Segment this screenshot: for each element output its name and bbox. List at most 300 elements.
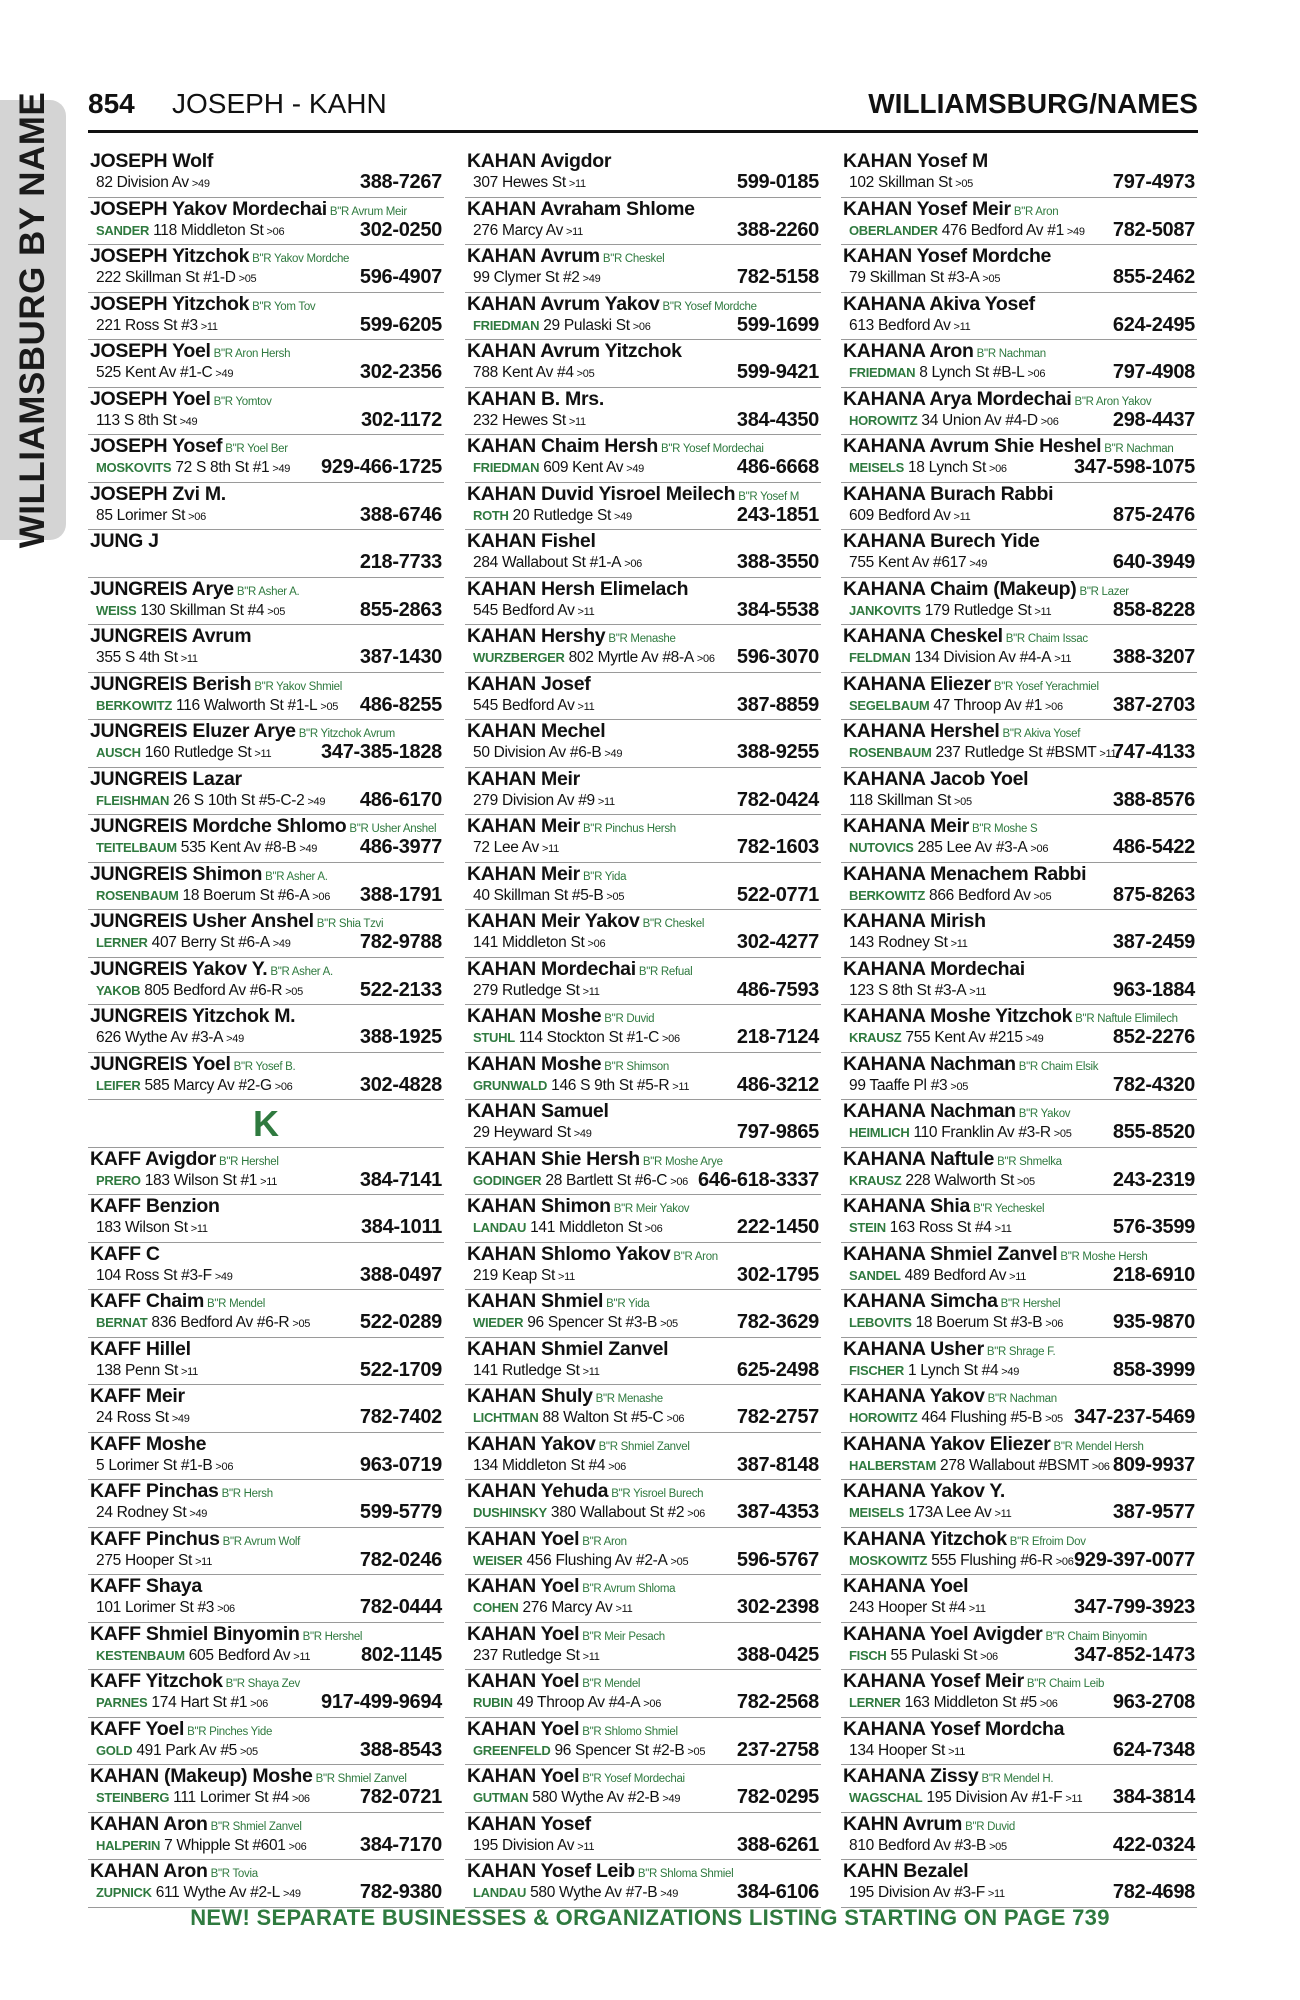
listing-entry: [465, 530, 821, 578]
entry-address-line: [96, 364, 233, 382]
entry-address-line: [473, 1694, 661, 1712]
entry-address-line: [473, 1077, 689, 1095]
entry-address-line: [849, 222, 1085, 240]
listing-entry: [841, 198, 1197, 246]
entry-name: KAHN Bezalel: [843, 1860, 969, 1882]
entry-address-line: [96, 1789, 310, 1807]
listing-entry: [88, 1053, 444, 1101]
entry-name: JOSEPH Yoel: [90, 340, 211, 362]
entry-spouse: PRERO: [96, 1172, 141, 1188]
entry-name: JUNGREIS Yakov Y.: [90, 957, 268, 980]
entry-name-line: [843, 388, 1197, 411]
entry-address-line: [849, 1599, 986, 1617]
entry-spouse: JANKOVITS: [849, 602, 921, 618]
entry-phone: 782-5087: [1112, 218, 1195, 241]
entry-name-line: [90, 1765, 444, 1788]
listing-entry: [841, 1290, 1197, 1338]
entry-zip: >05: [576, 368, 595, 380]
entry-parent: B"R Yisroel Burech: [611, 1488, 704, 1500]
entry-name-line: [90, 958, 444, 981]
listing-entry: [88, 720, 444, 768]
listing-entry: [841, 150, 1197, 198]
entry-name: JUNGREIS Lazar: [90, 767, 242, 790]
entry-spouse: GUTMAN: [473, 1790, 529, 1805]
listing-entry: [841, 1195, 1197, 1243]
entry-spouse: ROTH: [473, 507, 509, 523]
listing-entry: [88, 340, 444, 388]
entry-name-line: [90, 1148, 444, 1171]
entry-address-line: [849, 412, 1059, 430]
entry-address: 55 Pulaski St: [890, 1646, 978, 1664]
entry-name: KAHANA Eliezer: [843, 672, 991, 695]
entry-parent: B"R Moshe S: [971, 823, 1038, 835]
entry-address: 163 Middleton St #5: [904, 1694, 1037, 1711]
entry-phone: 855-2863: [359, 598, 442, 621]
entry-address: 111 Lorimer St #4: [173, 1789, 289, 1806]
entry-zip: >06: [1045, 700, 1063, 713]
entry-address-line: [849, 649, 1071, 667]
entry-spouse: LANDAU: [473, 1885, 527, 1900]
entry-name-line: [843, 815, 1197, 838]
entry-name-line: [90, 293, 444, 316]
entry-phone: 782-0444: [359, 1596, 442, 1618]
entry-phone: 646-618-3337: [698, 1168, 819, 1191]
entry-name: JOSEPH Yoel: [90, 387, 211, 410]
entry-zip: >06: [1091, 1460, 1110, 1473]
entry-name-line: [843, 1148, 1197, 1171]
entry-address: 99 Taaffe Pl #3: [849, 1076, 948, 1094]
entry-address: 232 Hewes St: [473, 411, 566, 429]
entry-address: 802 Myrtle Av #8-A: [568, 649, 694, 666]
entry-spouse: WAGSCHAL: [849, 1790, 923, 1805]
entry-address-line: [473, 1314, 678, 1332]
entry-parent: B"R Avrum Meir: [329, 205, 407, 218]
entry-phone: 809-9937: [1112, 1453, 1195, 1476]
entry-spouse: STUHL: [473, 1030, 515, 1045]
entry-name: KAHAN Meir: [467, 862, 580, 885]
entry-spouse: HEIMLICH: [849, 1125, 910, 1140]
entry-address-line: [473, 364, 594, 382]
listing-entry: [88, 1148, 444, 1196]
entry-address-line: [473, 934, 605, 952]
entry-address: 163 Ross St #4: [889, 1219, 992, 1236]
entry-name-line: [843, 483, 1197, 506]
listing-entry: [88, 863, 444, 911]
entry-phone: 388-1925: [359, 1026, 442, 1048]
entry-phone: 625-2498: [736, 1358, 819, 1381]
entry-name: KAHANA Nachman: [843, 1100, 1016, 1122]
listing-entry: [88, 1005, 444, 1053]
entry-address: 123 S 8th St #3-A: [849, 981, 967, 999]
entry-name-line: [467, 815, 821, 838]
entry-parent: B"R Hershel: [302, 1630, 363, 1643]
entry-phone: 855-2462: [1112, 266, 1195, 288]
entry-zip: >11: [541, 843, 559, 855]
entry-name-line: [843, 435, 1197, 458]
entry-address: 101 Lorimer St #3: [96, 1599, 215, 1616]
entry-address-line: [96, 222, 284, 240]
entry-name-line: [90, 578, 444, 601]
entry-address-line: [96, 934, 291, 952]
entry-name: KAHAN Yosef Meir: [843, 197, 1011, 220]
listing-entry: [88, 1290, 444, 1338]
entry-name: KAHANA Burech Yide: [843, 530, 1040, 552]
entry-zip: >05: [670, 1555, 689, 1568]
entry-address: 134 Middleton St #4: [473, 1456, 606, 1474]
entry-zip: >06: [291, 1793, 310, 1805]
entry-address-line: [849, 459, 1007, 477]
listing-entry: [465, 958, 821, 1006]
entry-zip: >05: [982, 273, 1001, 285]
entry-name-line: [90, 198, 444, 221]
entry-name-line: [467, 1100, 821, 1123]
entry-spouse: HALPERIN: [96, 1837, 161, 1853]
entry-name: JOSEPH Yakov Mordechai: [90, 197, 327, 220]
entry-name-line: [467, 1670, 821, 1693]
listing-entry: [465, 340, 821, 388]
entry-address: 355 S 4th St: [96, 649, 178, 666]
entry-spouse: FELDMAN: [849, 650, 911, 665]
entry-address: 29 Heyward St: [473, 1124, 571, 1141]
entry-address: 228 Walworth St: [905, 1171, 1015, 1189]
entry-address-line: [96, 459, 290, 477]
entry-name-line: [467, 1053, 821, 1076]
entry-spouse: HALBERSTAM: [849, 1457, 937, 1473]
entry-zip: >11: [582, 1650, 600, 1663]
listing-entry: [465, 1053, 821, 1101]
entry-address-line: [96, 1029, 244, 1047]
listing-entry: [465, 1623, 821, 1671]
entry-name-line: [90, 1385, 444, 1408]
entry-spouse: FLEISHMAN: [96, 792, 170, 808]
entry-spouse: FISCH: [849, 1647, 887, 1663]
entry-address-line: [849, 1409, 1063, 1427]
entry-name-line: [90, 1195, 444, 1218]
listing-entry: [88, 1860, 444, 1908]
entry-zip: >11: [1034, 605, 1052, 618]
entry-phone: 387-2459: [1112, 931, 1195, 953]
listing-entry: [88, 1718, 444, 1766]
entry-name-line: [843, 1813, 1197, 1836]
section-letter: K: [88, 1100, 444, 1148]
entry-zip: >06: [644, 1223, 663, 1235]
entry-address: 243 Hooper St #4: [849, 1599, 966, 1616]
entry-name-line: [90, 150, 444, 173]
entry-address-line: [96, 1362, 198, 1380]
entry-parent: B"R Yida: [582, 870, 627, 883]
entry-parent: B"R Lazer: [1079, 585, 1129, 598]
listing-entry: [465, 293, 821, 341]
listing-entry: [465, 1813, 821, 1861]
listing-entry: [465, 198, 821, 246]
entry-address: 96 Spencer St #2-B: [554, 1741, 685, 1759]
entry-phone: 599-9421: [736, 361, 819, 383]
entry-name-line: [467, 1148, 821, 1171]
entry-parent: B"R Yosef Mordechai: [582, 1773, 685, 1785]
entry-address-line: [849, 1504, 1011, 1522]
entry-name-line: [843, 1100, 1197, 1123]
entry-address: 5 Lorimer St #1-B: [96, 1456, 213, 1474]
entry-name: JUNGREIS Usher Anshel: [90, 910, 314, 932]
entry-name-line: [90, 1433, 444, 1456]
entry-name: KAHAN Yoel: [467, 1527, 580, 1550]
entry-phone: 243-2319: [1112, 1168, 1195, 1191]
listing-entry: [841, 720, 1197, 768]
entry-address: 237 Rutledge St #BSMT: [935, 744, 1097, 761]
entry-address: 28 Bartlett St #6-C: [545, 1171, 668, 1189]
entry-name: KAHANA Yakov Eliezer: [843, 1432, 1051, 1455]
entry-address: 118 Skillman St: [849, 791, 952, 809]
entry-spouse: ROSENBAUM: [849, 745, 932, 760]
entry-phone: 782-2568: [736, 1691, 819, 1713]
entry-parent: B"R Efroim Dov: [1009, 1535, 1086, 1548]
entry-address-line: [473, 554, 642, 572]
entry-phone: 797-9865: [736, 1121, 819, 1143]
entry-spouse: KRAUSZ: [849, 1172, 902, 1188]
entry-name: JUNGREIS Yoel: [90, 1052, 231, 1075]
entry-zip: >49: [171, 1413, 190, 1425]
entry-name-line: [843, 245, 1197, 268]
entry-name-line: [467, 1860, 821, 1883]
entry-address-line: [849, 507, 970, 525]
side-tab-label: WILLIAMSBURG BY NAME: [13, 91, 52, 549]
entry-name: KAFF Hillel: [90, 1337, 191, 1360]
entry-phone: 384-3814: [1112, 1786, 1195, 1808]
entry-name: KAHAN Yosef M: [843, 150, 988, 172]
entry-name-line: [467, 293, 821, 316]
entry-zip: >05: [1053, 1128, 1072, 1140]
entry-address: 788 Kent Av #4: [473, 364, 574, 381]
entry-phone: 782-4698: [1112, 1881, 1195, 1903]
entry-address-line: [96, 507, 206, 525]
entry-address: 183 Wilson St: [96, 1219, 188, 1236]
entry-name: KAHANA Moshe Yitzchok: [843, 1005, 1073, 1027]
entry-name-line: [90, 1575, 444, 1598]
entry-address: 18 Boerum St #6-A: [182, 886, 310, 904]
entry-phone: 782-0721: [359, 1786, 442, 1808]
side-section-tab: [0, 91, 66, 549]
entry-parent: B"R Aron Yakov: [1074, 395, 1152, 408]
entry-address-line: [96, 269, 256, 287]
entry-parent: B"R Mendel Hersh: [1053, 1440, 1144, 1453]
entry-name-line: [90, 388, 444, 411]
entry-phone: 576-3599: [1112, 1216, 1195, 1238]
entry-name-line: [90, 1338, 444, 1361]
entry-phone: 387-9577: [1112, 1501, 1195, 1523]
entry-phone: 875-8263: [1112, 883, 1195, 906]
entry-phone: 237-2758: [736, 1738, 819, 1761]
entry-address-line: [473, 649, 715, 667]
entry-address-line: [473, 1172, 688, 1190]
entry-spouse: WURZBERGER: [473, 650, 565, 665]
entry-address-line: [473, 1884, 678, 1902]
entry-spouse: FRIEDMAN: [473, 460, 540, 475]
entry-zip: >06: [670, 1175, 688, 1188]
entry-zip: >11: [969, 985, 987, 998]
entry-spouse: SANDEL: [849, 1267, 901, 1283]
entry-parent: B"R Asher A.: [270, 965, 333, 978]
entry-zip: >11: [1009, 1270, 1027, 1283]
entry-name-line: [843, 1860, 1197, 1883]
entry-address: 183 Wilson St #1: [144, 1171, 258, 1189]
entry-address-line: [849, 1694, 1058, 1712]
entry-name: JUNGREIS Shimon: [90, 862, 263, 885]
entry-address-line: [849, 1314, 1063, 1332]
entry-name: KAHANA Arya Mordechai: [843, 387, 1072, 410]
listing-entry: [465, 1290, 821, 1338]
entry-address: 222 Skillman St #1-D: [96, 269, 236, 286]
entry-zip: >05: [238, 273, 257, 285]
entry-address-line: [473, 1837, 594, 1855]
entry-spouse: BERKOWITZ: [96, 697, 173, 713]
entry-zip: >11: [180, 653, 198, 665]
entry-parent: B"R Akiva Yosef: [1002, 728, 1081, 740]
entry-name: KAHAN Shmiel: [467, 1290, 604, 1312]
entry-zip: >49: [969, 558, 988, 570]
entry-parent: B"R Yitzchok Avrum: [298, 728, 395, 740]
entry-address-line: [96, 792, 325, 810]
entry-name: KAHAN Shie Hersh: [467, 1147, 640, 1170]
entry-zip: >11: [950, 938, 968, 950]
entry-name: KAHANA Yoel Avigder: [843, 1622, 1043, 1645]
entry-name: KAHANA Simcha: [843, 1290, 998, 1312]
entry-spouse: GREENFELD: [473, 1742, 551, 1758]
entry-phone: 782-5158: [736, 266, 819, 288]
entry-parent: B"R Shmiel Zanvel: [598, 1440, 690, 1453]
entry-address: 24 Ross St: [96, 1409, 169, 1426]
entry-phone: 596-3070: [736, 646, 819, 668]
entry-phone: 782-1603: [736, 836, 819, 858]
entry-name: KAHAN Samuel: [467, 1100, 609, 1122]
entry-address-line: [473, 459, 644, 477]
listing-entry: [465, 388, 821, 436]
entry-name-line: [467, 673, 821, 696]
entry-name: KAFF Avigdor: [90, 1147, 217, 1170]
entry-address-line: [473, 792, 615, 810]
entry-parent: B"R Shrage F.: [986, 1345, 1056, 1358]
entry-name-line: [90, 863, 444, 886]
entry-address: 110 Franklin Av #3-R: [913, 1124, 1051, 1141]
entry-parent: B"R Avrum Wolf: [222, 1535, 301, 1548]
entry-address-line: [96, 1267, 233, 1285]
entry-address-line: [96, 1172, 277, 1190]
entry-address-line: [849, 364, 1045, 382]
entry-phone: 782-4320: [1112, 1073, 1195, 1096]
entry-name: KAHANA Naftule: [843, 1147, 995, 1170]
listing-column-2: [465, 150, 821, 1908]
entry-phone: 347-852-1473: [1074, 1643, 1195, 1666]
entry-name: KAFF Meir: [90, 1385, 185, 1407]
entry-spouse: AUSCH: [96, 745, 141, 760]
entry-parent: B"R Hershel: [1000, 1298, 1061, 1310]
entry-address: 195 Division Av: [473, 1836, 575, 1854]
entry-phone: 782-0246: [359, 1548, 442, 1571]
entry-address: 279 Rutledge St: [473, 981, 580, 999]
entry-zip: >49: [282, 1888, 301, 1900]
entry-zip: >11: [1099, 748, 1117, 760]
entry-address-line: [473, 412, 586, 430]
entry-name-line: [467, 958, 821, 981]
entry-phone: 522-0771: [736, 883, 819, 906]
entry-phone: 782-9380: [359, 1881, 442, 1903]
entry-zip: >11: [566, 225, 583, 238]
entry-name: KAFF Pinchus: [90, 1527, 220, 1550]
entry-name: KAHAN Fishel: [467, 530, 596, 552]
entry-name: KAHAN B. Mrs.: [467, 387, 604, 410]
entry-spouse: STEINBERG: [96, 1790, 170, 1805]
entry-phone: 388-9255: [736, 741, 819, 763]
entry-spouse: HOROWITZ: [849, 1410, 918, 1425]
entry-zip: >49: [582, 273, 601, 285]
entry-address: 29 Pulaski St: [543, 316, 630, 334]
entry-address: 585 Marcy Av #2-G: [144, 1076, 272, 1094]
entry-phone: 782-3629: [736, 1311, 819, 1333]
entry-zip: >49: [215, 368, 234, 380]
entry-zip: >11: [582, 1365, 600, 1378]
entry-name: KAHAN Moshe: [467, 1052, 602, 1075]
entry-parent: B"R Shlomo Shmiel: [582, 1725, 678, 1738]
entry-address: 34 Union Av #4-D: [921, 411, 1038, 429]
entry-phone: 388-3207: [1112, 646, 1195, 668]
entry-name-line: [843, 1765, 1197, 1788]
entry-name-line: [90, 1290, 444, 1313]
entry-spouse: BERKOWITZ: [849, 887, 926, 903]
entry-parent: B"R Refual: [638, 965, 693, 978]
listing-entry: [465, 673, 821, 721]
entry-zip: >06: [1027, 368, 1046, 380]
entry-phone: 929-466-1725: [321, 456, 442, 478]
entry-name-line: [843, 720, 1197, 743]
entry-address-line: [96, 1077, 293, 1095]
entry-phone: 599-1699: [736, 313, 819, 336]
entry-name: KAHAN Duvid Yisroel Meilech: [467, 482, 736, 505]
entry-address-line: [473, 507, 632, 525]
listing-entry: [465, 150, 821, 198]
entry-address-line: [849, 1837, 1007, 1855]
entry-zip: >06: [274, 1080, 293, 1093]
entry-phone: 298-4437: [1112, 408, 1195, 431]
entry-address: 195 Division Av #1-F: [926, 1789, 1063, 1806]
entry-spouse: OBERLANDER: [849, 222, 938, 238]
entry-zip: >49: [626, 463, 644, 475]
listing-entry: [841, 958, 1197, 1006]
entry-name-line: [467, 1290, 821, 1313]
entry-address-line: [849, 982, 986, 1000]
entry-phone: 387-2703: [1112, 693, 1195, 716]
entry-address: 99 Clymer St #2: [473, 269, 580, 286]
entry-name-line: [467, 1765, 821, 1788]
listing-entry: [88, 1243, 444, 1291]
entry-address-line: [473, 1029, 680, 1047]
listing-entry: [841, 1385, 1197, 1433]
entry-phone: 486-6668: [736, 456, 819, 478]
entry-phone: 302-2398: [736, 1596, 819, 1618]
entry-address-line: [473, 1504, 705, 1522]
entry-phone: 388-8576: [1112, 788, 1195, 811]
entry-phone: 929-397-0077: [1074, 1548, 1195, 1571]
listing-entry: [88, 625, 444, 673]
entry-name-line: [467, 720, 821, 743]
entry-phone: 599-0185: [736, 171, 819, 193]
listing-entry: [841, 1148, 1197, 1196]
entry-zip: >11: [1065, 1793, 1083, 1805]
entry-name-line: [843, 1575, 1197, 1598]
entry-name: KAFF Shmiel Binyomin: [90, 1622, 300, 1645]
entry-spouse: DUSHINSKY: [473, 1505, 547, 1520]
entry-zip: >06: [288, 1840, 307, 1853]
entry-address: 7 Whipple St #601: [164, 1836, 286, 1854]
entry-zip: >49: [179, 415, 198, 428]
